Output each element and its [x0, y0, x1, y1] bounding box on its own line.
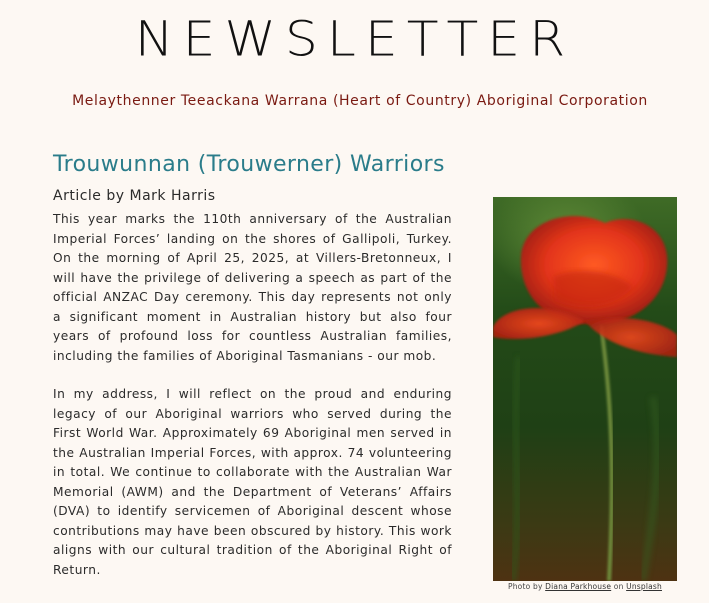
article-title: Trouwunnan (Trouwerner) Warriors — [53, 152, 445, 177]
unsplash-link[interactable]: Unsplash — [626, 582, 662, 591]
newsletter-masthead: NEWSLETTER — [134, 12, 575, 68]
photo-caption — [493, 582, 677, 591]
organization-name: Melaythenner Teeackana Warrana (Heart of Country) Aboriginal Corporation — [72, 93, 648, 109]
article-body — [53, 210, 452, 599]
article-paragraph-1: This year marks the 110th anniversary of the Australian Imperial Forces’ landing on the shores of Gallipoli, Turkey. On the morning of April 25, 2025, at Villers-Bretonneux, I will have the privilege of delivering a speech as part of the official ANZAC Day ceremony. This day represents not only a significant moment in Australian history but also four years of profound loss for countless Australian families, including the families of Aboriginal Tasmanians - our mob. — [53, 212, 452, 363]
poppy-icon — [493, 197, 677, 581]
article-byline: Article by Mark Harris — [53, 188, 216, 204]
article-paragraph-2: In my address, I will reflect on the proud and enduring legacy of our Aboriginal warriors who served during the First World War. Approximately 69 Aboriginal men served in the Australian Imperial Forces, with approx. 74 volunteering in total. We continue to collaborate with the Australian War Memorial (AWM) and the Department of Veterans’ Affairs (DVA) to identify servicemen of Aboriginal descent whose contributions may have been obscured by history. This work aligns with our cultural tradition of the Aboriginal Right of Return. — [53, 387, 452, 577]
photographer-link[interactable]: Diana Parkhouse — [545, 582, 612, 591]
caption-prefix: Photo by — [508, 582, 543, 591]
caption-middle: on — [613, 582, 624, 591]
poppy-photo — [493, 197, 677, 581]
